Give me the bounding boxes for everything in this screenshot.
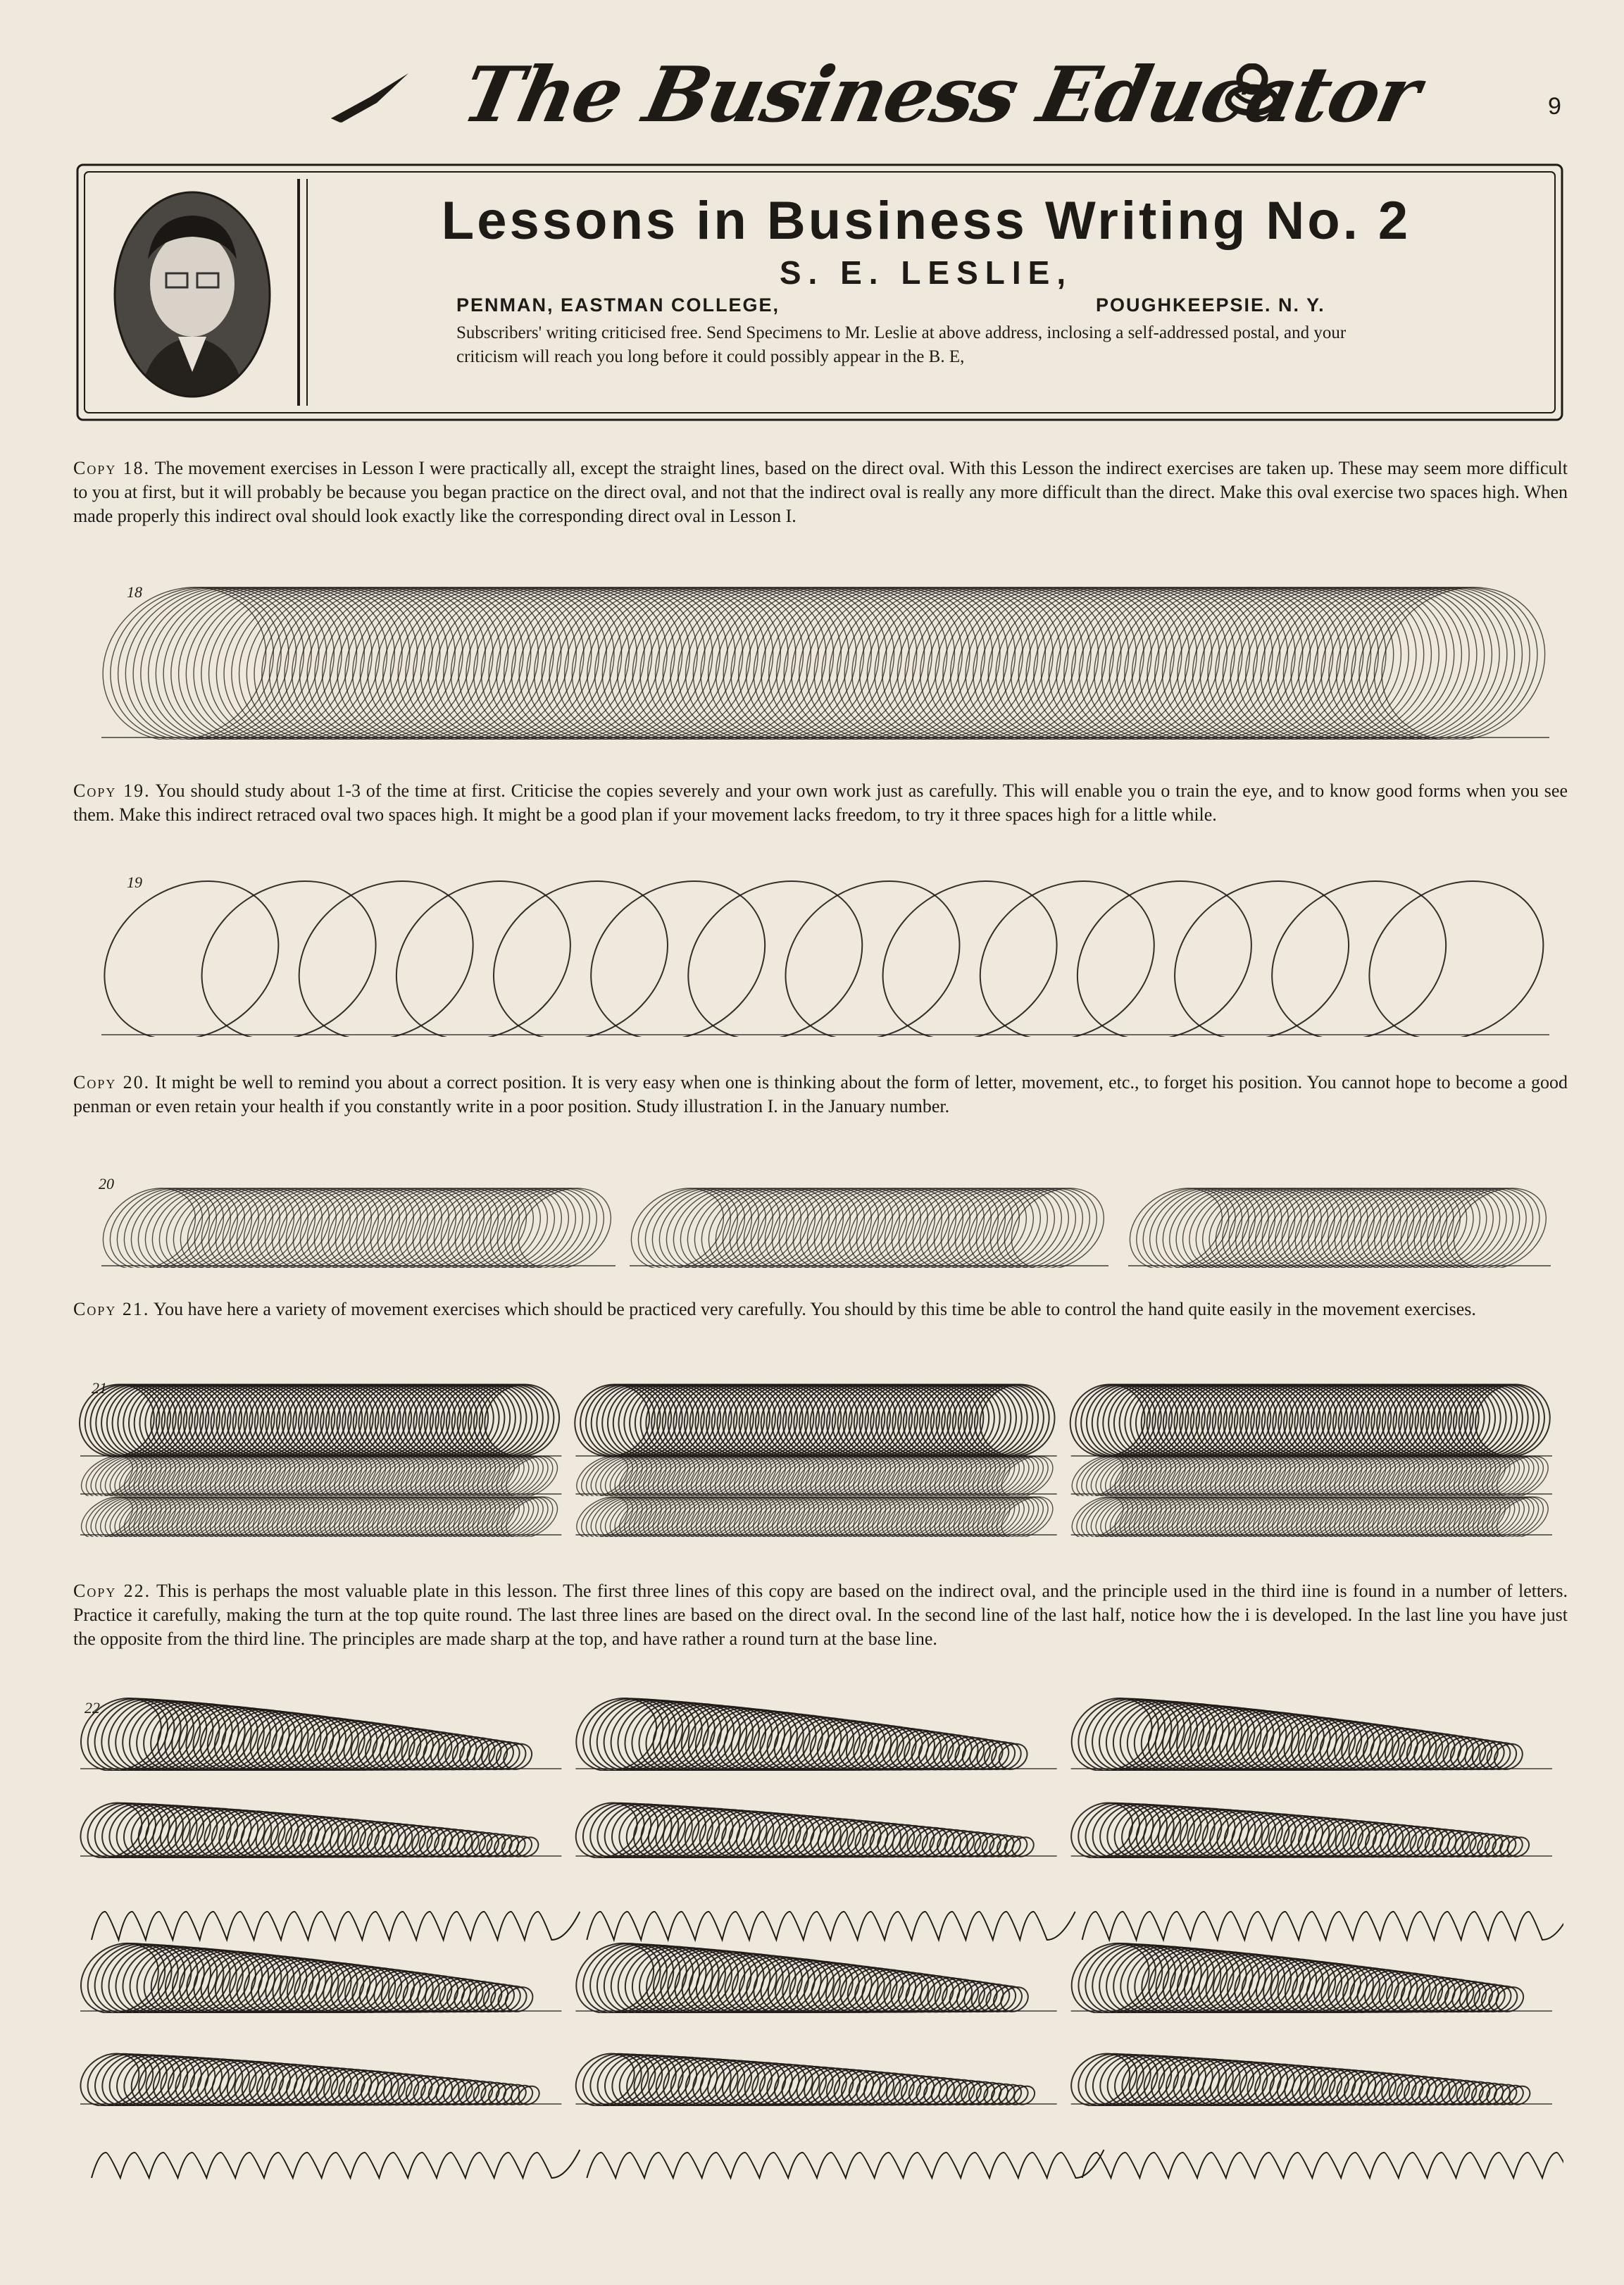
copy-22-line-5: [77, 2036, 1563, 2106]
copy-19-paragraph: [73, 779, 1568, 827]
copy-label: Copy 18.: [73, 458, 150, 478]
copy-21-row-3: [77, 1493, 1563, 1537]
copy-text: The movement exercises in Lesson I were practically all, except the straight lines, based on the direct oval. With this Lesson the indirect exercises are taken up. These may seem more difficult to you at first, but it will probably be because you began practice on the direct oval, and not that the indirect oval is really any more difficult than the direct. Make this oval exercise two spaces high. When made properly this indirect oval should look exactly like the corresponding direct oval in Lesson I.: [73, 458, 1568, 526]
copy-18-paragraph: [73, 456, 1568, 528]
copy-19-retraced-oval-exercise: [99, 868, 1561, 1037]
lesson-title: Lessons in Business Writing No. 2: [441, 191, 1411, 251]
copy-22-line-1: [77, 1693, 1563, 1771]
author-position: PENMAN, EASTMAN COLLEGE,: [456, 294, 780, 316]
plate-number: 21: [92, 1379, 107, 1397]
copy-21-row-2: [77, 1454, 1563, 1496]
copy-text: You should study about 1-3 of the time at first. Criticise the copies severely and your own work just as carefully. This will enable you o train the eye, and to know good forms when you see them. Make this indirect retraced oval two spaces high. It might be a good plan if your movement lacks freedom, to try it three spaces high for a little while.: [73, 780, 1568, 825]
copy-20-oval-exercise-2: [627, 1169, 1120, 1268]
copy-text: It might be well to remind you about a correct position. It is very easy when one is thinking about the form of letter, movement, etc., to forget his position. You cannot hope to become a good penman or even retain your health if you constantly write in a poor position. Study illustration I. in the January number.: [73, 1072, 1568, 1116]
copy-text: This is perhaps the most valuable plate in this lesson. The first three lines of this copy are based on the indirect oval, and the principle used in the third iine is found in a number of letters. Practice it carefully, making the turn at the top quite round. The last three lines are based on the direct oval. In the second line of the last half, notice how the i is developed. In the last line you have just the opposite from the third line. The principles are made sharp at the top, and have rather a round turn at the base line.: [73, 1581, 1568, 1649]
copy-21-row-1: [77, 1374, 1563, 1458]
monogram-icon: [1223, 63, 1282, 117]
copy-22-line-6: [77, 2126, 1563, 2182]
author-name: S. E. LESLIE,: [779, 254, 1073, 291]
copy-22-line-2: [77, 1795, 1563, 1858]
page-number: 9: [1548, 93, 1561, 120]
copy-20-oval-exercise-3: [1125, 1169, 1562, 1268]
copy-20-paragraph: [73, 1071, 1568, 1119]
author-location: POUGHKEEPSIE. N. Y.: [1096, 294, 1325, 316]
copy-label: Copy 22.: [73, 1581, 151, 1601]
copy-label: Copy 19.: [73, 780, 151, 801]
copy-22-line-4: [77, 1936, 1563, 2013]
plate-number: 18: [127, 583, 142, 601]
copy-21-paragraph: [73, 1297, 1568, 1321]
copy-22-paragraph: [73, 1579, 1568, 1651]
plate-number: 19: [127, 873, 142, 891]
copy-label: Copy 21.: [73, 1299, 150, 1319]
copy-20-oval-exercise-1: [99, 1169, 627, 1268]
copy-label: Copy 20.: [73, 1072, 151, 1092]
copy-text: You have here a variety of movement exercises which should be practiced very carefully. You should by this time be able to control the hand quite easily in the movement exercises.: [153, 1299, 1476, 1319]
quill-pen-icon: [327, 69, 412, 125]
plate-number: 22: [85, 1699, 100, 1717]
subscriber-note: Subscribers' writing criticised free. Send Specimens to Mr. Leslie at above address, inclosing a self-addressed postal, and your criticism will reach you long before it could possibly appear in the B. E,: [456, 323, 1347, 366]
copy-18-oval-exercise: [99, 578, 1561, 740]
plate-number: 20: [99, 1175, 114, 1193]
portrait-photo: [111, 189, 273, 400]
masthead-title: The Business Educator: [455, 51, 1427, 139]
